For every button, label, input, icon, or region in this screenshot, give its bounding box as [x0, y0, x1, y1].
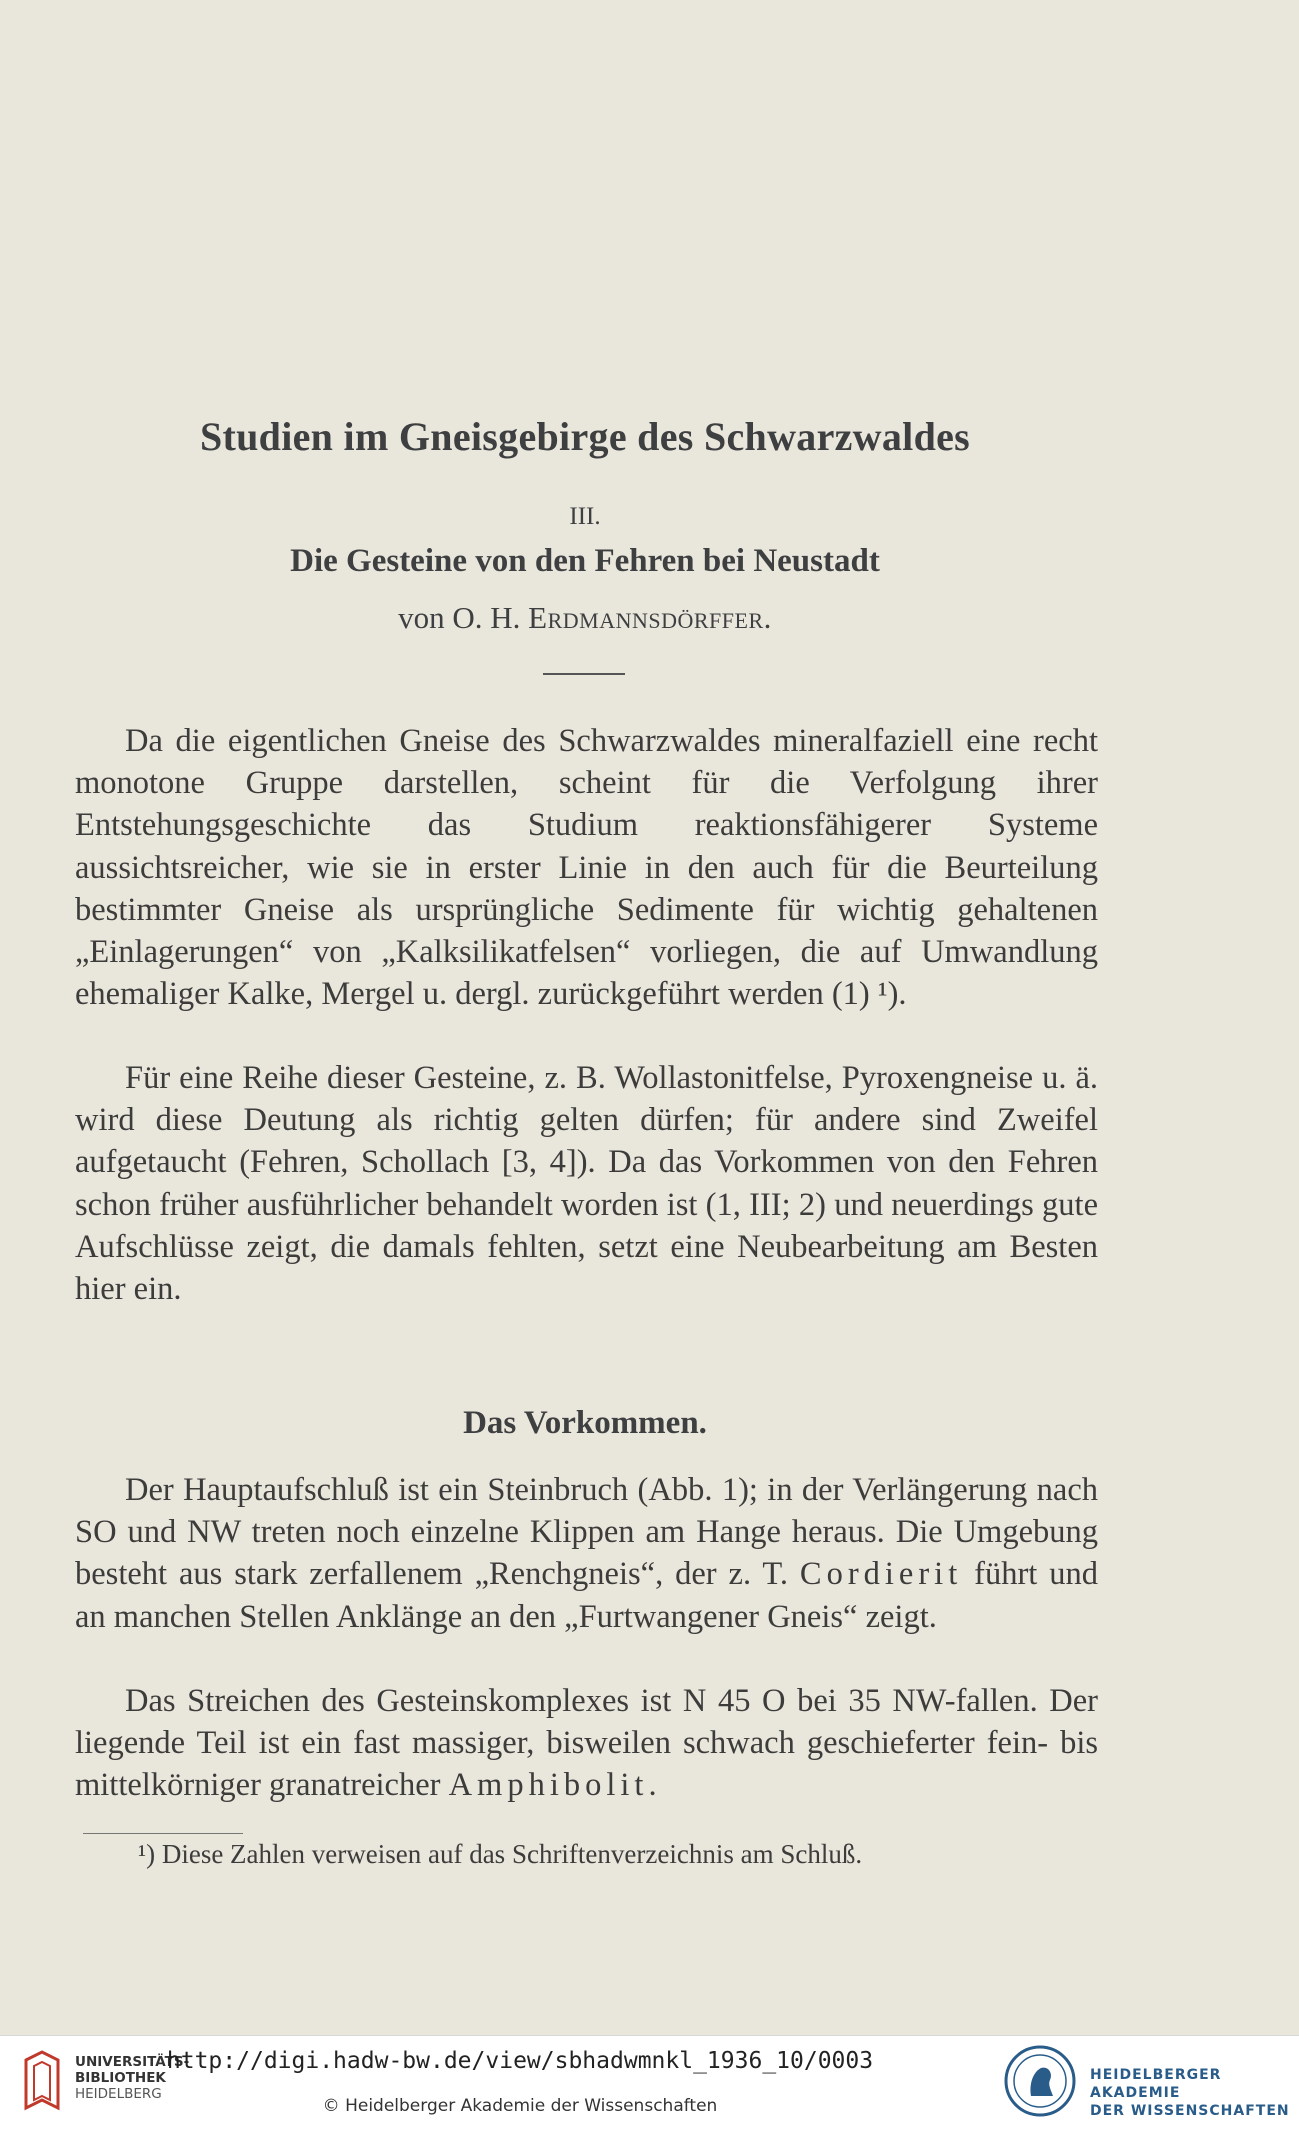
ub-line-3: HEIDELBERG — [75, 2086, 162, 2102]
paragraph-3-part-a: Der Hauptaufschluß ist ein Steinbruch (Abb. 1); in der Verlängerung nach SO und NW treten noch einzelne Klippen am Hange heraus. Die Umgebung besteht aus stark zerfallenem „Renchgneis“, der z. T. — [75, 1472, 1098, 1593]
author-name: Erdmannsdörffer. — [528, 600, 772, 635]
paragraph-3-text — [75, 1469, 1098, 1638]
paragraph-2 — [75, 1057, 1098, 1310]
title-divider — [543, 673, 625, 675]
permalink-url[interactable]: http://digi.hadw-bw.de/view/sbhadwmnkl_1936_10/0003 — [166, 2048, 874, 2074]
academy-line-1: HEIDELBERGER AKADEMIE — [1090, 2067, 1222, 2101]
emphasized-term-cordierit: Cordierit — [799, 1556, 963, 1593]
paragraph-3 — [75, 1469, 1098, 1638]
article-subtitle: Die Gesteine von den Fehren bei Neustadt — [290, 543, 880, 579]
footnote: ¹) Diese Zahlen verweisen auf das Schriftenverzeichnis am Schluß. — [138, 1839, 863, 1869]
ub-line-2: BIBLIOTHEK — [75, 2070, 166, 2086]
paragraph-1-text: Da die eigentlichen Gneise des Schwarzwaldes mineralfaziell eine recht monotone Gruppe darstellen, scheint für die Verfolgung ihrer Entstehungsgeschichte das Studium reaktionsfähigerer Systeme aussichtsreicher, wie sie in erster Linie in den auch für die Beurteilung bestimmter Gneise als ursprüngliche Sedimente für wichtig gehaltenen „Einlagerungen“ von „Kalksilikatfelsen“ vorliegen, die auf Umwandlung ehemaliger Kalke, Mergel u. dergl. zurückgeführt werden (1) ¹). — [75, 723, 1098, 1013]
paragraph-3-part-b: führt und an manchen Stellen Anklänge an den „Furtwangener Gneis“ zeigt. — [75, 1556, 1098, 1635]
article-title: Studien im Gneisgebirge des Schwarzwaldes — [199, 414, 971, 459]
paragraph-4-text — [75, 1680, 1098, 1807]
footnote-divider — [83, 1833, 243, 1834]
academy-seal-icon[interactable] — [1003, 2044, 1077, 2118]
paragraph-4-part-a: Das Streichen des Gesteinskomplexes ist N 45 O bei 35 NW-fallen. Der liegende Teil ist ein fast massiger, bisweilen schwach geschieferter fein- bis mittelkörniger granatreicher — [75, 1683, 1098, 1804]
viewer-footer — [0, 2035, 1299, 2129]
copyright-notice: © Heidelberger Akademie der Wissenschaften — [322, 2096, 718, 2116]
section-heading: Das Vorkommen. — [463, 1405, 707, 1441]
part-number: III. — [569, 503, 601, 530]
byline — [0, 600, 1170, 636]
academy-line-2: DER WISSENSCHAFTEN — [1090, 2103, 1290, 2119]
byline-prefix: von O. H. — [398, 600, 521, 635]
paragraph-1 — [75, 720, 1098, 1015]
ub-line-1: UNIVERSITÄTS- — [75, 2054, 190, 2070]
academy-name — [1090, 2066, 1299, 2120]
emphasized-term-amphibolit: Amphibolit. — [448, 1767, 662, 1804]
paragraph-2-text: Für eine Reihe dieser Gesteine, z. B. Wollastonitfelse, Pyroxengneise u. ä. wird diese Deutung als richtig gelten dürfen; für andere sind Zweifel aufgetaucht (Fehren, Schollach [3, 4]). Da das Vorkommen von den Fehren schon früher ausführlicher behandelt worden ist (1, III; 2) und neuerdings gute Aufschlüsse zeigt, die damals fehlten, setzt eine Neubearbeitung am Besten hier ein. — [75, 1060, 1098, 1308]
paragraph-4 — [75, 1680, 1098, 1807]
